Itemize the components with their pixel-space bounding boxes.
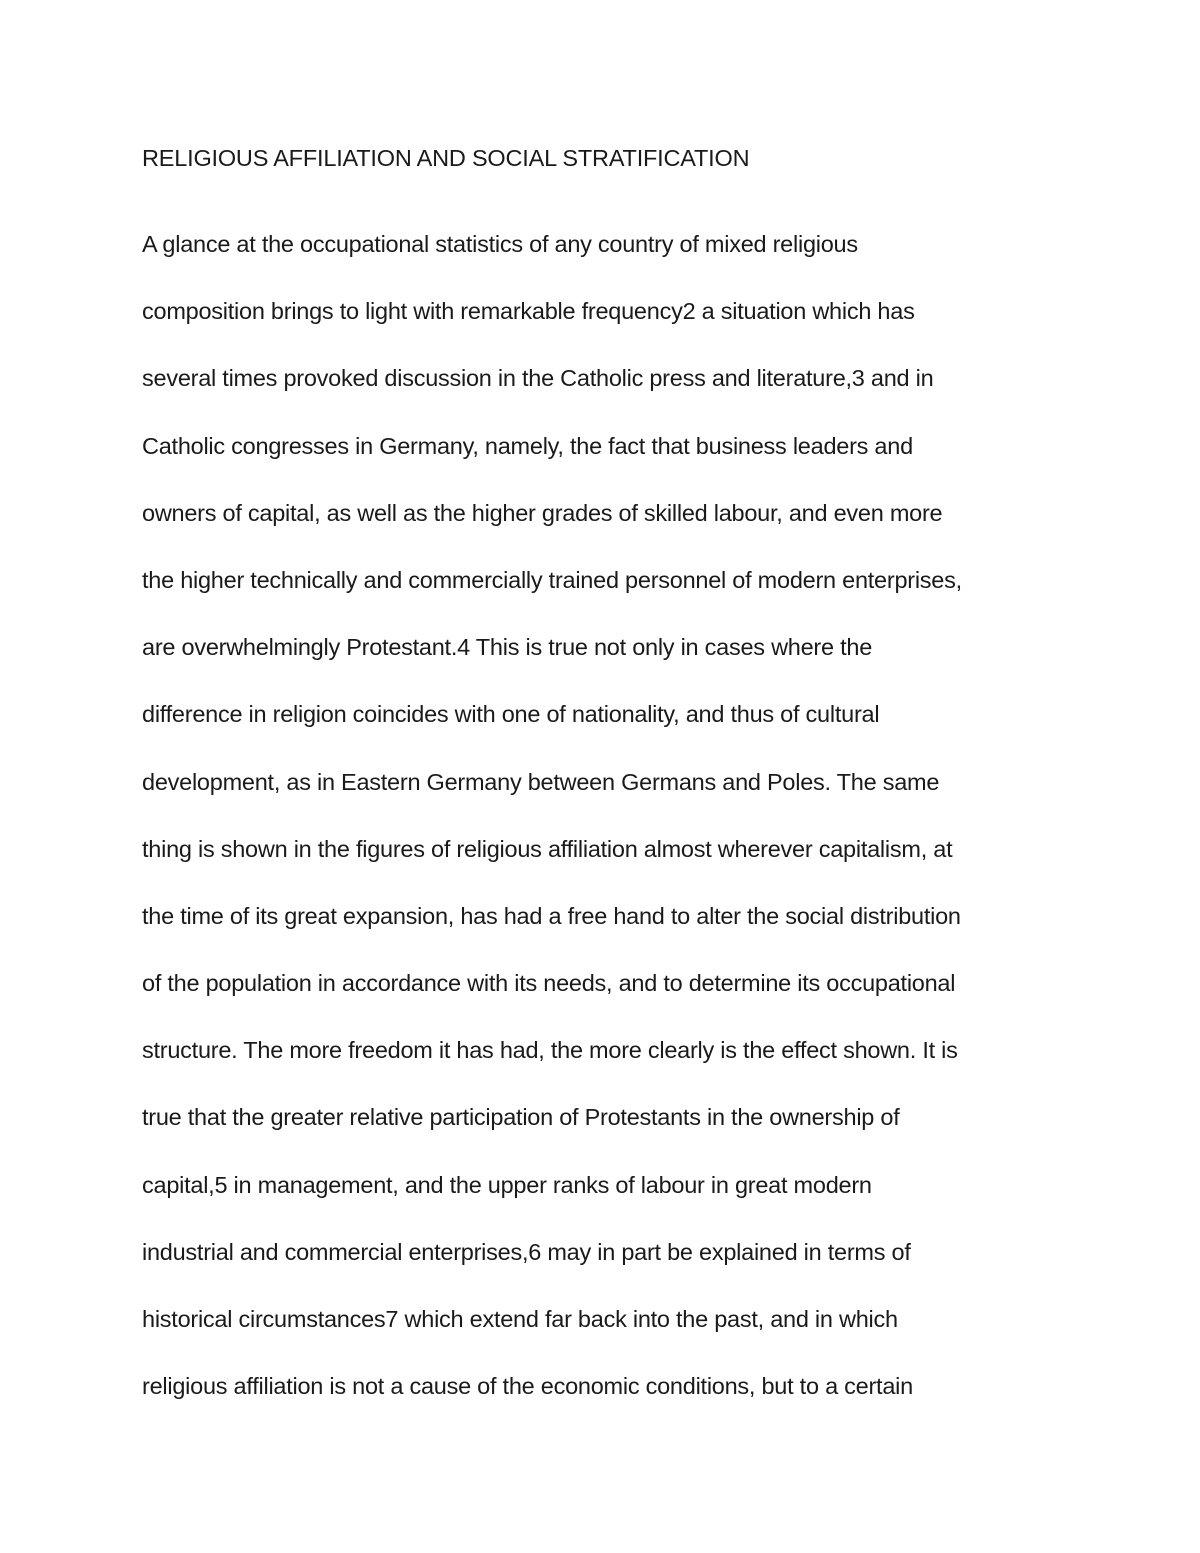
text-line: structure. The more freedom it has had, the more clearly is the effect shown. It is — [142, 1037, 958, 1064]
text-line: owners of capital, as well as the higher grades of skilled labour, and even more — [142, 499, 943, 526]
text-line: Catholic congresses in Germany, namely, the fact that business leaders and — [142, 432, 913, 459]
text-line: thing is shown in the figures of religious affiliation almost wherever capitalism, at — [142, 835, 953, 862]
text-line: capital,5 in management, and the upper ranks of labour in great modern — [142, 1171, 872, 1198]
text-line: true that the greater relative participation of Protestants in the ownership of — [142, 1104, 900, 1131]
text-line: are overwhelmingly Protestant.4 This is true not only in cases where the — [142, 634, 873, 661]
text-line: of the population in accordance with its needs, and to determine its occupational — [142, 970, 956, 997]
document-title: RELIGIOUS AFFILIATION AND SOCIAL STRATIFICATION — [142, 145, 750, 171]
text-line: the time of its great expansion, has had a free hand to alter the social distribution — [142, 902, 961, 929]
text-line: several times provoked discussion in the Catholic press and literature,3 and in — [142, 365, 934, 392]
text-line: A glance at the occupational statistics of any country of mixed religious — [142, 231, 858, 257]
text-line: development, as in Eastern Germany between Germans and Poles. The same — [142, 768, 940, 795]
text-line: difference in religion coincides with one of nationality, and thus of cultural — [142, 701, 880, 728]
text-line: the higher technically and commercially trained personnel of modern enterprises, — [142, 566, 962, 593]
text-line: composition brings to light with remarkable frequency2 a situation which has — [142, 298, 915, 325]
text-line: industrial and commercial enterprises,6 may in part be explained in terms of — [142, 1238, 911, 1265]
text-line: historical circumstances7 which extend far back into the past, and in which — [142, 1306, 898, 1332]
body-paragraph — [142, 226, 1082, 1435]
text-line: religious affiliation is not a cause of the economic conditions, but to a certain — [142, 1373, 913, 1400]
document-content — [142, 140, 1082, 1435]
